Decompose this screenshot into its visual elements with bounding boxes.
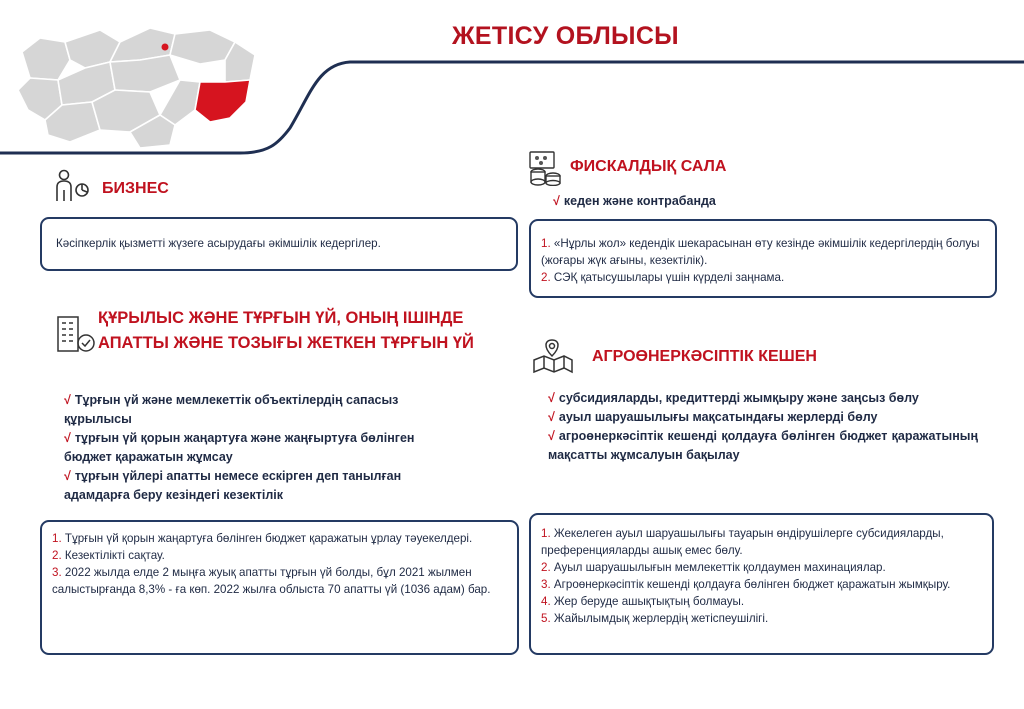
construction-title-line2: АПАТТЫ ЖӘНЕ ТОЗЫҒЫ ЖЕТКЕН ТҰРҒЫН ҮЙ (98, 334, 474, 352)
fiscal-checks (553, 192, 716, 211)
fiscal-box-item: 2. СЭҚ қатысушылары үшін күрделі заңнама. (541, 271, 785, 284)
business-box (40, 217, 518, 271)
fiscal-box-item: 1. «Нұрлы жол» кедендік шекарасынан өту кезінде әкімшілік кедергілердің болуы (жоғары жүк ағыны, кезектілік). (541, 237, 980, 267)
business-person-icon (52, 168, 92, 204)
map-pins-icon (530, 336, 576, 374)
fiscal-title: ФИСКАЛДЫҚ САЛА (570, 158, 727, 175)
construction-title-line1: ҚҰРЫЛЫС ЖӘНЕ ТҰРҒЫН ҮЙ, ОНЫҢ ІШІНДЕ (98, 309, 464, 327)
agro-box-item: 4. Жер беруде ашықтықтың болмауы. (541, 595, 745, 608)
agro-check-item: √ ауыл шаруашылығы мақсатындағы жерлерді бөлу (548, 410, 878, 424)
agro-box-item: 3. Агроөнеркәсіптік кешенді қолдауға бөлінген бюджет қаражатын жымқыру. (541, 578, 951, 591)
construction-box (40, 520, 519, 655)
agro-box (529, 513, 994, 655)
agro-box-item: 5. Жайылымдық жерлердің жетіспеушілігі. (541, 612, 769, 625)
agro-title: АГРОӨНЕРКӘСІПТІК КЕШЕН (592, 348, 817, 365)
header-divider (0, 40, 1024, 160)
construction-checks (64, 391, 444, 505)
fiscal-check-item: √ кеден және контрабанда (553, 194, 716, 208)
construction-box-item: 1. Тұрғын үй қорын жаңартуға бөлінген бюджет қаражатын ұрлау тәуекелдері. (52, 532, 473, 545)
building-check-icon (54, 313, 98, 355)
agro-check-item: √ субсидияларды, кредиттерді жымқыру және заңсыз бөлу (548, 391, 919, 405)
agro-check-item: √ агроөнеркәсіптік кешенді қолдауға бөлінген бюджет қаражатының мақсатты жұмсалуын бақылау (548, 429, 978, 462)
construction-check-item: √ Тұрғын үй және мемлекеттік объектілердің сапасыз құрылысы (64, 393, 399, 426)
construction-box-item: 2. Кезектілікті сақтау. (52, 549, 165, 562)
construction-check-item: √ тұрғын үй қорын жаңартуға және жаңғыртуға бөлінген бюджет қаражатын жұмсау (64, 431, 415, 464)
business-box-text: Кәсіпкерлік қызметті жүзеге асырудағы әкімшілік кедергілер. (56, 237, 381, 250)
construction-box-item: 3. 2022 жылда елде 2 мыңға жуық апатты тұрғын үй болды, бұл 2021 жылмен салыстырғанда 8,3% - ға көп. 2022 жылға облыста 70 апатты үй (1036 адам) бар. (52, 566, 491, 596)
construction-check-item: √ тұрғын үйлері апатты немесе ескірген деп танылған адамдарға беру кезіндегі кезектілік (64, 469, 402, 502)
agro-box-item: 1. Жекелеген ауыл шаруашылығы тауарын өндірушілерге субсидияларды, преференцияларды ашық емес бөлу. (541, 527, 944, 557)
coins-icon (528, 150, 562, 186)
construction-title (98, 306, 474, 356)
fiscal-box (529, 219, 997, 298)
agro-box-item: 2. Ауыл шаруашылығын мемлекеттік қолдаумен махинациялар. (541, 561, 886, 574)
agro-checks (548, 389, 978, 465)
page-title: ЖЕТІСУ ОБЛЫСЫ (452, 22, 679, 50)
business-title: БИЗНЕС (102, 180, 169, 197)
